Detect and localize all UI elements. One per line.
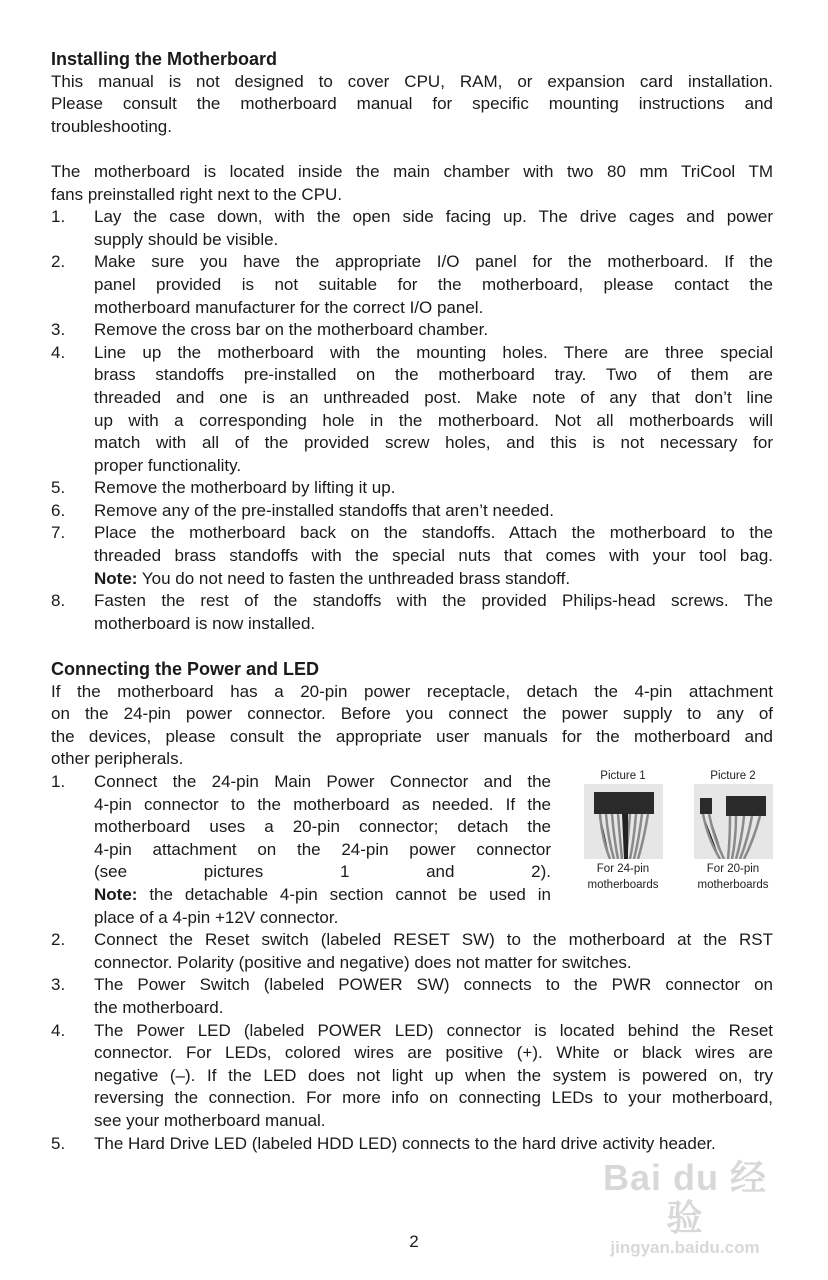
list-item (51, 590, 773, 635)
note-line (94, 568, 773, 591)
text-line: see your motherboard manual. (94, 1110, 326, 1130)
text-line: The Power Switch (labeled POWER SW) connects to the PWR connector on (94, 975, 773, 995)
text-line: Remove the cross bar on the motherboard chamber. (94, 320, 489, 340)
list-item (51, 1133, 773, 1156)
document-body (51, 48, 773, 1155)
text-line: Lay the case down, with the open side facing up. The drive cages and power (94, 207, 773, 227)
text-line: up with a corresponding hole in the motherboard. Not all motherboards will (94, 410, 773, 430)
text-line: Line up the motherboard with the mounting holes. There are three special (94, 342, 773, 362)
list-item (51, 1020, 773, 1133)
item-number: 5. (51, 1133, 66, 1153)
pictures (578, 768, 778, 908)
text-line: 4-pin connector to the motherboard as needed. If the (94, 794, 551, 814)
text-line: connector. For LEDs, colored wires are positive (+). White or black wires are (94, 1043, 773, 1063)
text-line: Fasten the rest of the standoffs with the provided Philips-head screws. The (94, 591, 773, 611)
text-line: motherboard is now installed. (94, 613, 316, 633)
text-line: If the motherboard has a 20-pin power receptacle, detach the 4-pin attachment (51, 681, 773, 701)
blank-line (51, 138, 773, 161)
list-item (51, 929, 773, 974)
text-line: Please consult the motherboard manual for specific mounting instructions and (51, 94, 773, 114)
connector-24pin-photo (584, 784, 663, 859)
paragraph (51, 161, 773, 206)
note-text: the detachable 4-pin section cannot be used in (137, 884, 551, 904)
text-line: (see pictures 1 and 2). (94, 862, 551, 882)
item-number: 3. (51, 975, 66, 995)
list-item (51, 206, 773, 251)
paragraph (51, 71, 773, 139)
text-line: Place the motherboard back on the standoffs. Attach the motherboard to the (94, 523, 773, 543)
text-line: This manual is not designed to cover CPU, RAM, or expansion card installation. (51, 71, 773, 91)
text-line: Make sure you have the appropriate I/O panel for the motherboard. If the (94, 252, 773, 272)
text-line: threaded brass standoffs with the special nuts that comes with your tool bag. (94, 546, 773, 566)
connector-20pin-photo (694, 784, 773, 859)
text-line: place of a 4-pin +12V connector. (94, 907, 339, 927)
text-line: negative (–). If the LED does not light up when the system is powered on, try (94, 1065, 773, 1085)
list-item (51, 522, 773, 590)
item-number: 6. (51, 500, 66, 520)
text-line: The Hard Drive LED (labeled HDD LED) connects to the hard drive activity header. (94, 1133, 716, 1153)
item-number: 2. (51, 252, 66, 272)
text-line: the motherboard. (94, 997, 224, 1017)
item-number: 7. (51, 523, 66, 543)
text-line: Remove any of the pre-installed standoffs that aren’t needed. (94, 500, 554, 520)
watermark-url: jingyan.baidu.com (610, 1238, 760, 1257)
list-item (51, 500, 773, 523)
list-item (51, 477, 773, 500)
text-line: brass standoffs pre-installed on the motherboard tray. Two of them are (94, 365, 773, 385)
item-number: 5. (51, 478, 66, 498)
section-heading: Installing the Motherboard (51, 49, 278, 69)
paragraph (51, 681, 773, 771)
picture-1 (578, 768, 668, 893)
picture-caption: motherboards (697, 879, 769, 891)
text-line: reversing the connection. For more info on connecting LEDs to your motherboard, (94, 1088, 773, 1108)
picture-caption: For 24-pin (596, 863, 650, 875)
list-item (51, 251, 773, 319)
picture-2 (688, 768, 778, 893)
text-line: troubleshooting. (51, 116, 172, 136)
item-number: 4. (51, 342, 66, 362)
text-line: Remove the motherboard by lifting it up. (94, 478, 396, 498)
list-item (51, 342, 773, 478)
item-number: 1. (51, 772, 66, 791)
text-line: Connect the 24-pin Main Power Connector and the (94, 772, 551, 791)
text-line: supply should be visible. (94, 229, 279, 249)
list-item (51, 974, 773, 1019)
list-item (51, 319, 773, 342)
picture-caption: motherboards (587, 879, 659, 891)
text-line: The Power LED (labeled POWER LED) connector is located behind the Reset (94, 1020, 773, 1040)
text-line: motherboard uses a 20-pin connector; detach the (94, 817, 551, 837)
item-number: 4. (51, 1020, 66, 1040)
list-item (51, 771, 551, 929)
text-line: motherboard manufacturer for the correct I/O panel. (94, 297, 484, 317)
text-line: The motherboard is located inside the main chamber with two 80 mm TriCool TM (51, 161, 773, 181)
item-number: 2. (51, 930, 66, 950)
picture-title: Picture 1 (600, 770, 646, 782)
page-number: 2 (409, 1232, 419, 1251)
text-line: threaded and one is an unthreaded post. Make note of any that don’t line (94, 387, 773, 407)
text-line: on the 24-pin power connector. Before you connect the power supply to any of (51, 704, 773, 724)
text-line: other peripherals. (51, 749, 184, 769)
watermark-logo: Bai du 经验 (602, 1157, 767, 1238)
text-line: the devices, please consult the appropriate user manuals for the motherboard and (51, 726, 773, 746)
section-1 (51, 48, 773, 635)
item-number: 1. (51, 207, 66, 227)
item-number: 8. (51, 591, 66, 611)
text-line: 4-pin attachment on the 24-pin power connector (94, 839, 551, 859)
note-label: Note: (94, 884, 138, 904)
text-line: fans preinstalled right next to the CPU. (51, 184, 343, 204)
section-heading: Connecting the Power and LED (51, 659, 320, 680)
text-line: Connect the Reset switch (labeled RESET SW) to the motherboard at the RST (94, 930, 773, 950)
picture-caption: For 20-pin (706, 863, 760, 875)
text-line: proper functionality. (94, 455, 242, 475)
note-text: You do not need to fasten the unthreaded brass standoff. (137, 568, 571, 588)
note-label: Note: (94, 568, 138, 588)
text-line: connector. Polarity (positive and negative) does not matter for switches. (94, 952, 632, 972)
note-line (94, 884, 551, 907)
item-number: 3. (51, 320, 66, 340)
text-line: panel provided is not suitable for the motherboard, please contact the (94, 274, 773, 294)
picture-title: Picture 2 (710, 770, 756, 782)
blank-line (51, 635, 773, 658)
text-line: match with all of the provided screw holes, and this is not necessary for (94, 433, 773, 453)
